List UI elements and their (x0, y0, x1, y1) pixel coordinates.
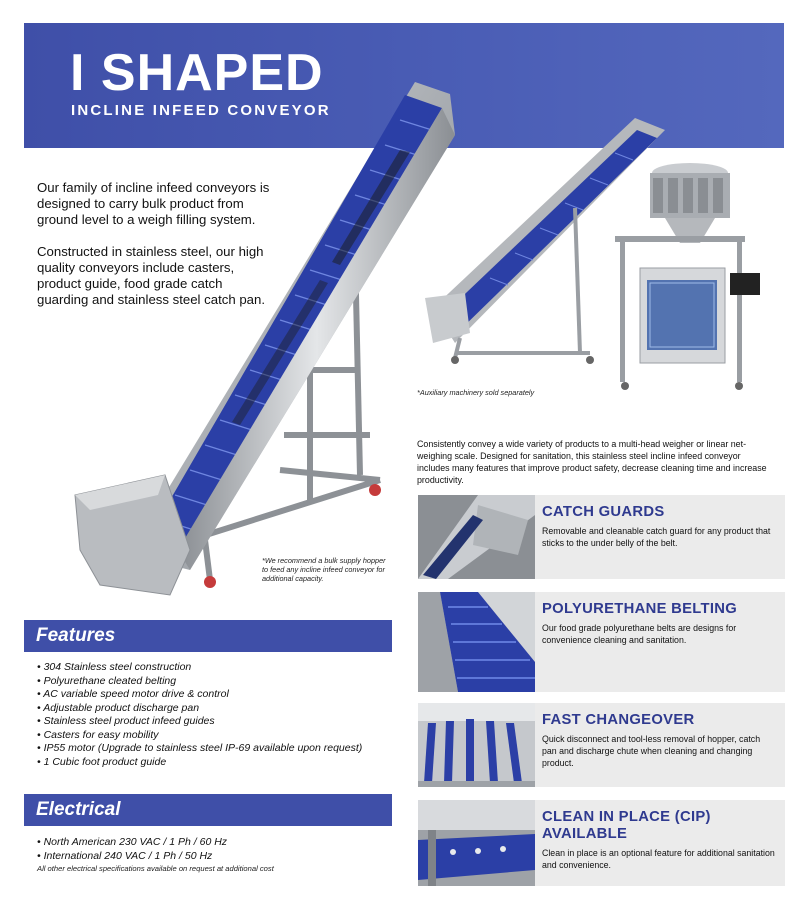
hopper-note: *We recommend a bulk supply hopper to feed any incline infeed conveyor for additional capacity. (262, 556, 386, 583)
card-title: CATCH GUARDS (542, 504, 665, 520)
features-heading (24, 620, 392, 652)
card-text: Removable and cleanable catch guard for any product that sticks to the under belly of the belt. (542, 526, 771, 548)
catch-guards-card (535, 495, 785, 579)
electrical-heading-label: Electrical (36, 799, 121, 820)
features-list (37, 661, 362, 769)
list-item: • Polyurethane cleated belting (37, 675, 362, 689)
list-item: • IP55 motor (Upgrade to stainless steel IP-69 available upon request) (37, 742, 362, 756)
fast-changeover-image (418, 703, 535, 787)
card-title: POLYURETHANE BELTING (542, 601, 738, 617)
conveyor-with-weigher-image (425, 108, 770, 393)
card-text: Quick disconnect and tool-less removal of hopper, catch pan and discharge chute when cleaning and changing product. (542, 734, 761, 768)
list-item: • International 240 VAC / 1 Ph / 50 Hz (37, 850, 227, 864)
polyurethane-belting-card (535, 592, 785, 692)
card-title: FAST CHANGEOVER (542, 712, 695, 728)
incline-conveyor-image (70, 80, 460, 600)
electrical-footnote: All other electrical specifications available on request at additional cost (37, 864, 274, 873)
card-title: CLEAN IN PLACE (CIP) AVAILABLE (542, 809, 711, 842)
page-title: I SHAPED (70, 44, 324, 102)
list-item: • 1 Cubic foot product guide (37, 756, 362, 770)
card-text: Our food grade polyurethane belts are designs for convenience cleaning and sanitation. (542, 623, 737, 645)
electrical-list (37, 836, 227, 863)
list-item: • North American 230 VAC / 1 Ph / 60 Hz (37, 836, 227, 850)
list-item: • Stainless steel product infeed guides (37, 715, 362, 729)
features-heading-label: Features (36, 625, 116, 646)
list-item: • AC variable speed motor drive & control (37, 688, 362, 702)
card-text: Clean in place is an optional feature for additional sanitation and convenience. (542, 848, 775, 870)
fast-changeover-card (535, 703, 785, 787)
intro-paragraph-1: Our family of incline infeed conveyors is designed to carry bulk product from ground level to a weigh filling system. (37, 180, 270, 227)
polyurethane-belting-image (418, 592, 535, 692)
list-item: • 304 Stainless steel construction (37, 661, 362, 675)
electrical-heading (24, 794, 392, 826)
list-item: • Casters for easy mobility (37, 729, 362, 743)
page-subtitle: INCLINE INFEED CONVEYOR (71, 102, 331, 119)
auxiliary-note: *Auxiliary machinery sold separately (417, 388, 535, 397)
intro-paragraph-2: Constructed in stainless steel, our high quality conveyors include casters, product guide, food grade catch guarding and stainless steel catch pan. (37, 244, 265, 307)
clean-in-place-image (418, 800, 535, 886)
clean-in-place-card (535, 800, 785, 886)
list-item: • Adjustable product discharge pan (37, 702, 362, 716)
product-description: Consistently convey a wide variety of products to a multi-head weigher or linear net-weighing scale. Designed for sanitation, this stainless steel incline infeed conveyor includes many features that improve product safety, decrease cleaning time and increase productivity. (417, 439, 767, 485)
catch-guards-image (418, 495, 535, 579)
